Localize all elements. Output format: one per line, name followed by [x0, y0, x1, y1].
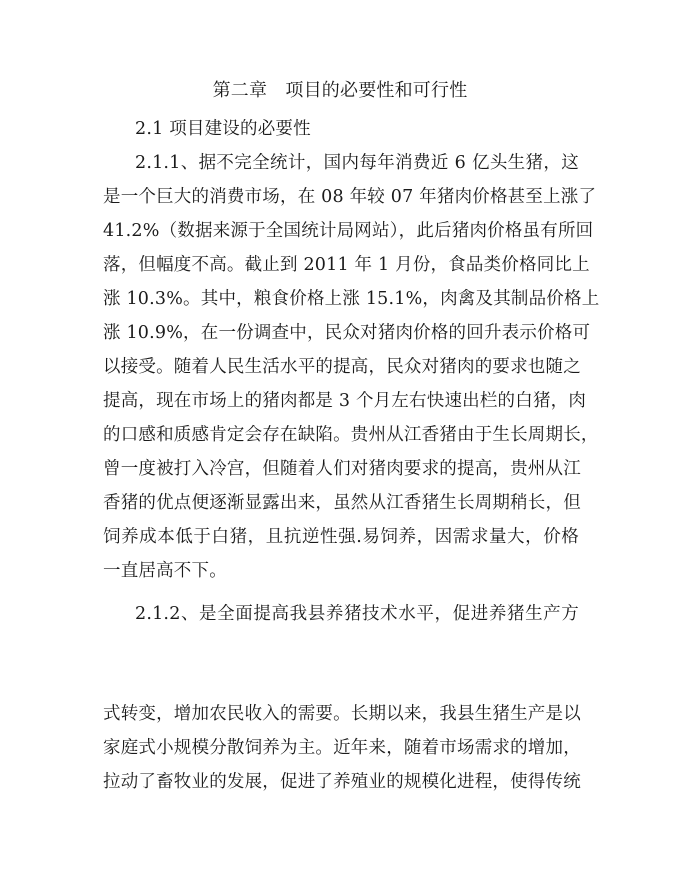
- paragraph-line: 涨 10.9%，在一份调查中，民众对猪肉价格的回升表示价格可: [103, 323, 591, 343]
- paragraph-line: 拉动了畜牧业的发展，促进了养殖业的规模化进程，使得传统: [103, 772, 581, 792]
- chapter-title: 第二章 项目的必要性和可行性: [212, 80, 468, 101]
- paragraph-line: 曾一度被打入冷宫，但随着人们对猪肉要求的提高，贵州从江: [103, 459, 581, 479]
- paragraph-2-1-2-first-line: 2.1.2、是全面提高我县养猪技术水平，促进养猪生产方: [135, 604, 579, 624]
- paragraph-line: 涨 10.3%。其中，粮食价格上涨 15.1%，肉禽及其制品价格上: [103, 289, 600, 309]
- paragraph-line: 41.2%（数据来源于全国统计局网站），此后猪肉价格虽有所回: [103, 221, 594, 241]
- section-heading: 2.1 项目建设的必要性: [135, 119, 311, 139]
- paragraph-line: 香猪的优点便逐渐显露出来，虽然从江香猪生长周期稍长，但: [103, 493, 581, 513]
- paragraph-line: 是一个巨大的消费市场，在 08 年较 07 年猪肉价格甚至上涨了: [103, 187, 597, 207]
- paragraph-line: 家庭式小规模分散饲养为主。近年来，随着市场需求的增加，: [103, 738, 581, 758]
- paragraph-line: 以接受。随着人民生活水平的提高，民众对猪肉的要求也随之: [103, 357, 581, 377]
- paragraph-line: 的口感和质感肯定会存在缺陷。贵州从江香猪由于生长周期长，: [103, 425, 599, 445]
- paragraph-line: 落，但幅度不高。截止到 2011 年 1 月份，食品类价格同比上: [103, 255, 590, 275]
- paragraph-line: 2.1.1、据不完全统计，国内每年消费近 6 亿头生猪，这: [135, 153, 579, 173]
- paragraph-line: 饲养成本低于白猪，且抗逆性强.易饲养，因需求量大，价格: [103, 527, 579, 547]
- paragraph-line: 式转变，增加农民收入的需要。长期以来，我县生猪生产是以: [103, 704, 581, 724]
- paragraph-line: 提高，现在市场上的猪肉都是 3 个月左右快速出栏的白猪，肉: [103, 391, 587, 411]
- paragraph-line: 一直居高不下。: [103, 561, 227, 581]
